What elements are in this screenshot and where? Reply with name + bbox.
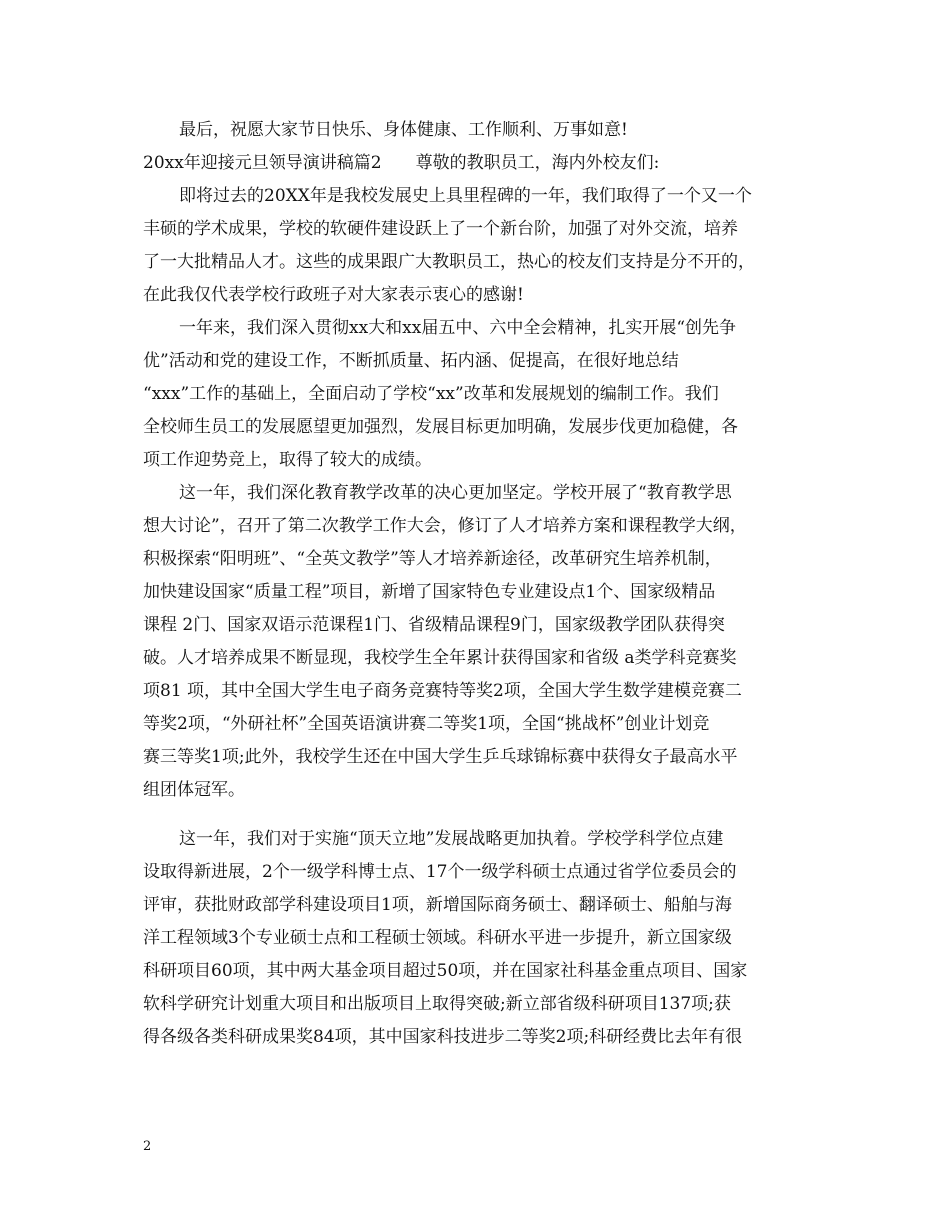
text-line: 科研项目60项，其中两大基金项目超过50项，并在国家社科基金重点项目、国家 xyxy=(143,961,748,981)
text-line: 项工作迎势竞上，取得了较大的成绩。 xyxy=(143,450,432,470)
text-line: 全校师生员工的发展愿望更加强烈，发展目标更加明确，发展步伐更加稳健，各 xyxy=(143,417,738,437)
text-line: 项81 项，其中全国大学生电子商务竞赛特等奖2项，全国大学生数学建模竞赛二 xyxy=(143,681,742,701)
section-heading-line: 20xx年迎接元旦领导演讲稿篇2 尊敬的教职员工，海内外校友们: xyxy=(143,153,660,173)
text-line: 最后，祝愿大家节日快乐、身体健康、工作顺利、万事如意! xyxy=(179,120,628,140)
text-line: 这一年，我们对于实施“顶天立地”发展战略更加执着。学校学科学位点建 xyxy=(179,829,724,849)
text-line: 组团体冠军。 xyxy=(143,780,245,800)
text-line: 破。人才培养成果不断显现，我校学生全年累计获得国家和省级 a类学科竞赛奖 xyxy=(143,648,737,668)
text-line: 在此我仅代表学校行政班子对大家表示衷心的感谢! xyxy=(143,285,524,305)
text-line: 得各级各类科研成果奖84项，其中国家科技进步二等奖2项;科研经费比去年有很 xyxy=(143,1027,743,1047)
text-line: 积极探索“阳明班”、“全英文教学”等人才培养新途径，改革研究生培养机制， xyxy=(143,549,722,569)
text-line: 评审，获批财政部学科建设项目1项，新增国际商务硕士、翻译硕士、船舶与海 xyxy=(143,895,732,915)
text-line: 一年来，我们深入贯彻xx大和xx届五中、六中全会精神，扎实开展“创先争 xyxy=(179,318,737,338)
text-line: 了一大批精品人才。这些的成果跟广大教职员工，热心的校友们支持是分不开的， xyxy=(143,252,755,272)
text-line: 等奖2项，“外研社杯”全国英语演讲赛二等奖1项，全国“挑战杯”创业计划竞 xyxy=(143,714,710,734)
text-line: 这一年，我们深化教育教学改革的决心更加坚定。学校开展了“教育教学思 xyxy=(179,483,732,503)
text-line: 软科学研究计划重大项目和出版项目上取得突破;新立部省级科研项目137项;获 xyxy=(143,994,731,1014)
text-line: 洋工程领域3个专业硕士点和工程硕士领域。科研水平进一步提升，新立国家级 xyxy=(143,928,732,948)
text-line: “xxx”工作的基础上，全面启动了学校“xx”改革和发展规划的编制工作。我们 xyxy=(143,384,719,404)
text-line: 想大讨论”，召开了第二次教学工作大会，修订了人才培养方案和课程教学大纲， xyxy=(143,516,747,536)
text-line: 赛三等奖1项;此外，我校学生还在中国大学生乒乓球锦标赛中获得女子最高水平 xyxy=(143,747,738,767)
text-line: 即将过去的20XX年是我校发展史上具里程碑的一年，我们取得了一个又一个 xyxy=(179,186,752,206)
text-line: 优”活动和党的建设工作，不断抓质量、拓内涵、促提高，在很好地总结 xyxy=(143,351,679,371)
text-line: 丰硕的学术成果，学校的软硬件建设跃上了一个新台阶，加强了对外交流，培养 xyxy=(143,219,738,239)
document-page xyxy=(143,114,823,1054)
page-number: 2 xyxy=(143,1139,152,1154)
text-line: 课程 2门、国家双语示范课程1门、省级精品课程9门，国家级教学团队获得突 xyxy=(143,615,725,635)
text-line: 设取得新进展，2个一级学科博士点、17个一级学科硕士点通过省学位委员会的 xyxy=(143,862,737,882)
text-line: 加快建设国家“质量工程”项目，新增了国家特色专业建设点1个、国家级精品 xyxy=(143,582,716,602)
